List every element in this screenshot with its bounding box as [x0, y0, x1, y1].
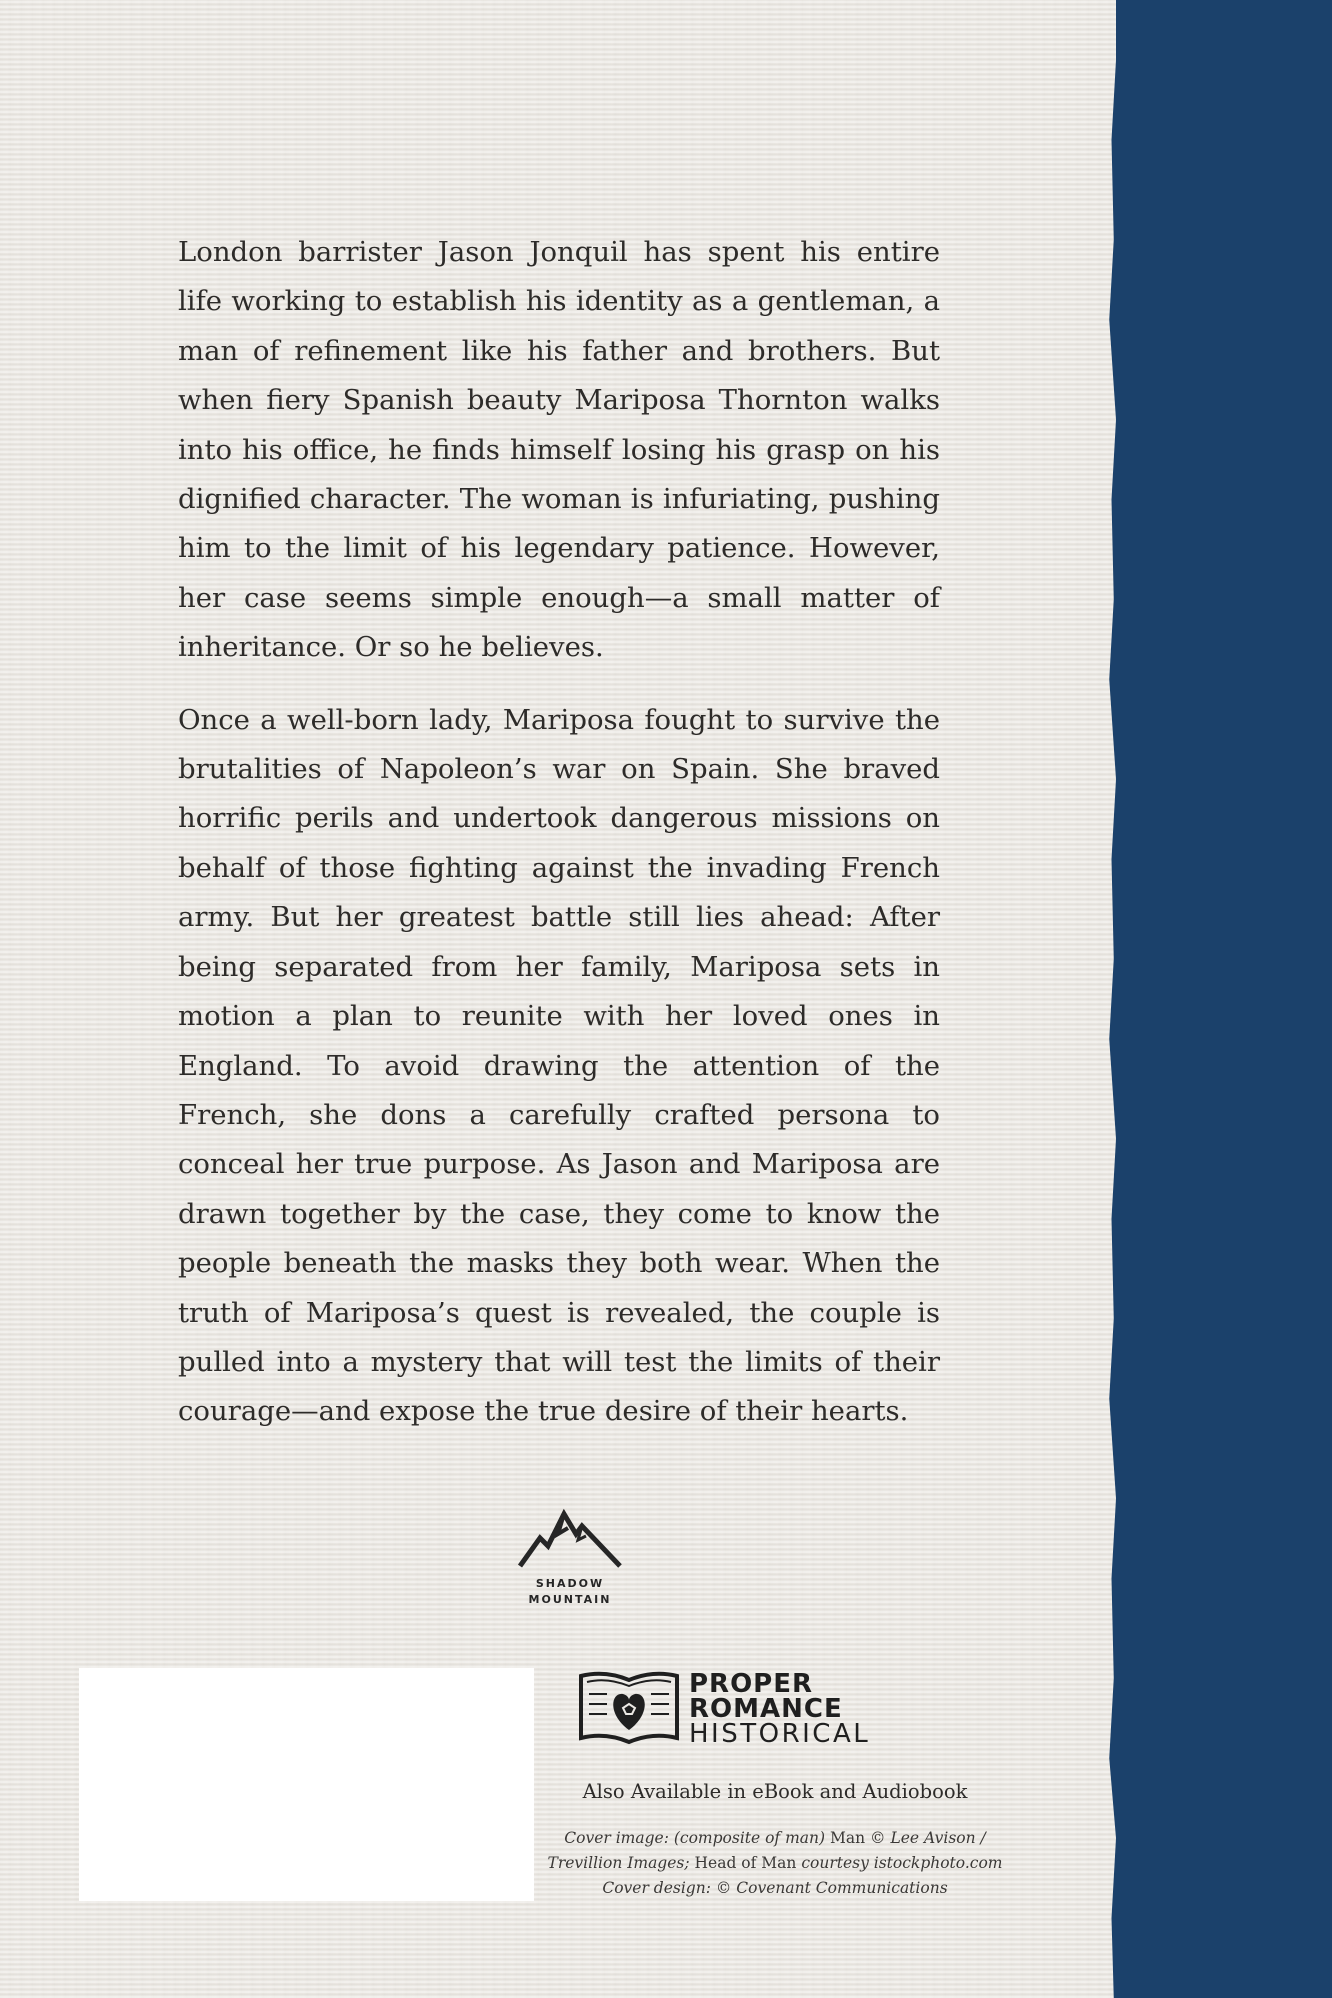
credits-line-1-a: Cover image: (composite of man) — [564, 1829, 826, 1847]
publisher-name-line2: MOUNTAIN — [528, 1593, 612, 1606]
imprint-name-line1: PROPER — [689, 1669, 814, 1699]
credits-line-1-c: Lee Avison / — [890, 1829, 986, 1847]
credits-line-3: Cover design: © Covenant Communications — [602, 1879, 948, 1897]
publisher-name-line1: SHADOW — [535, 1577, 605, 1590]
format-availability: Also Available in eBook and Audiobook — [582, 1780, 968, 1803]
credits-line-2-c: courtesy istockphoto.com — [801, 1854, 1003, 1872]
credits-line-2 — [540, 1851, 1010, 1876]
cover-credits — [540, 1826, 1010, 1901]
credits-line-2-b: Head of Man — [689, 1854, 802, 1872]
credits-line-2-a: Trevillion Images; — [547, 1854, 690, 1872]
blurb-paragraph-1: London barrister Jason Jonquil has spent his entire life working to establish his identity as a gentleman, a man of refinement like his father and brothers. But when fiery Spanish beauty Mariposa Thornton walks into his office, he finds himself losing his grasp on his dignified character. The woman is infuriating, pushing him to the limit of his legendary patience. However, her case seems simple enough—a small matter of inheritance. Or so he believes. — [178, 236, 940, 664]
imprint-logo — [577, 1666, 917, 1750]
publisher-logo — [515, 1500, 625, 1608]
barcode-area — [79, 1668, 534, 1901]
blurb-paragraph-2: Once a well-born lady, Mariposa fought to survive the brutalities of Napoleon’s war on Spain. She braved horrific perils and undertook dangerous missions on behalf of those fighting against the invading French army. But her greatest battle still lies ahead: After being separated from her family, Mariposa sets in motion a plan to reunite with her loved ones in England. To avoid drawing the attention of the French, she dons a carefully crafted persona to conceal her true purpose. As Jason and Mariposa are drawn together by the case, they come to know the people beneath the masks they both wear. When the truth of Mariposa’s quest is revealed, the couple is pulled into a mystery that will test the limits of their courage—and expose the true desire of their hearts. — [178, 703, 940, 1428]
book-blurb — [178, 228, 940, 1460]
credits-line-1-b: Man © — [825, 1829, 891, 1847]
imprint-name-line3: HISTORICAL — [689, 1719, 871, 1749]
imprint-name-line2: ROMANCE — [689, 1694, 843, 1724]
mountain-icon — [518, 1500, 622, 1568]
cover-spine-edge — [1107, 0, 1332, 1998]
book-heart-icon — [577, 1666, 681, 1750]
credits-line-1 — [540, 1826, 1010, 1851]
